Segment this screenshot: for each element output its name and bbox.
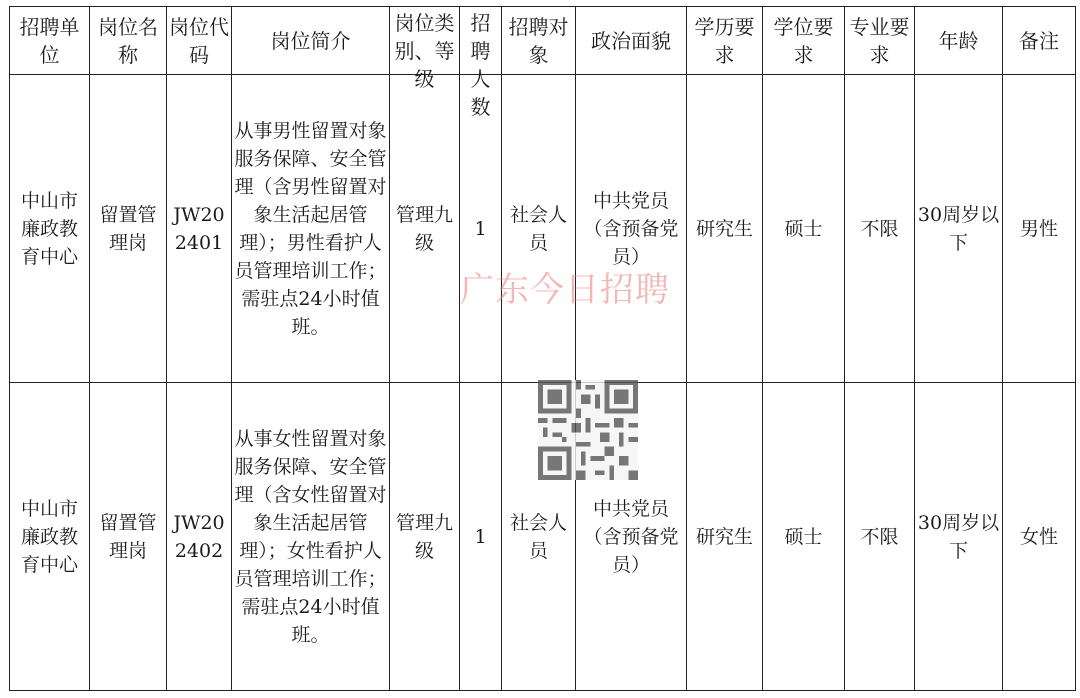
header-remark: 备注 [1003, 7, 1076, 75]
cell-age: 30周岁以下 [915, 75, 1003, 383]
header-position: 岗位名称 [90, 7, 167, 75]
cell-major: 不限 [845, 75, 915, 383]
header-description: 岗位简介 [232, 7, 390, 75]
header-count-text: 招聘人数 [470, 10, 491, 119]
cell-count: 1 [460, 383, 502, 691]
cell-remark: 男性 [1003, 75, 1076, 383]
header-unit: 招聘单位 [10, 7, 90, 75]
header-political: 政治面貌 [576, 7, 687, 75]
header-age: 年龄 [915, 7, 1003, 75]
cell-unit: 中山市廉政教育中心 [10, 75, 90, 383]
cell-age: 30周岁以下 [915, 383, 1003, 691]
header-major: 专业要求 [845, 7, 915, 75]
cell-description: 从事男性留置对象服务保障、安全管理（含男性留置对象生活起居管理）；男性看护人员管理培训工作；需驻点24小时值班。 [232, 75, 390, 383]
cell-description: 从事女性留置对象服务保障、安全管理（含女性留置对象生活起居管理）；女性看护人员管理培训工作；需驻点24小时值班。 [232, 383, 390, 691]
header-education: 学历要求 [687, 7, 763, 75]
header-code: 岗位代码 [167, 7, 232, 75]
header-target: 招聘对象 [502, 7, 576, 75]
header-category [390, 7, 460, 91]
table-header-row [10, 7, 1076, 75]
cell-unit: 中山市廉政教育中心 [10, 383, 90, 691]
table-row [10, 75, 1076, 383]
cell-remark: 女性 [1003, 383, 1076, 691]
cell-political: 中共党员（含预备党员） [576, 383, 687, 691]
qr-code-icon [536, 380, 640, 480]
header-degree: 学位要求 [763, 7, 845, 75]
cell-position: 留置管理岗 [90, 75, 167, 383]
header-count [460, 7, 502, 119]
cell-position: 留置管理岗 [90, 383, 167, 691]
cell-degree: 硕士 [763, 383, 845, 691]
cell-category: 管理九级 [390, 75, 460, 383]
cell-political: 中共党员（含预备党员） [576, 75, 687, 383]
cell-code: JW202401 [167, 75, 232, 383]
cell-count: 1 [460, 75, 502, 383]
cell-education: 研究生 [687, 75, 763, 383]
job-table [9, 6, 1076, 691]
cell-target: 社会人员 [502, 75, 576, 383]
watermark-text: 广东今日招聘 [460, 270, 670, 310]
cell-major: 不限 [845, 383, 915, 691]
cell-degree: 硕士 [763, 75, 845, 383]
cell-category: 管理九级 [390, 383, 460, 691]
cell-education: 研究生 [687, 383, 763, 691]
cell-code: JW202402 [167, 383, 232, 691]
cell-target: 社会人员 [502, 383, 576, 691]
header-category-text: 岗位类别、等级 [394, 10, 455, 91]
